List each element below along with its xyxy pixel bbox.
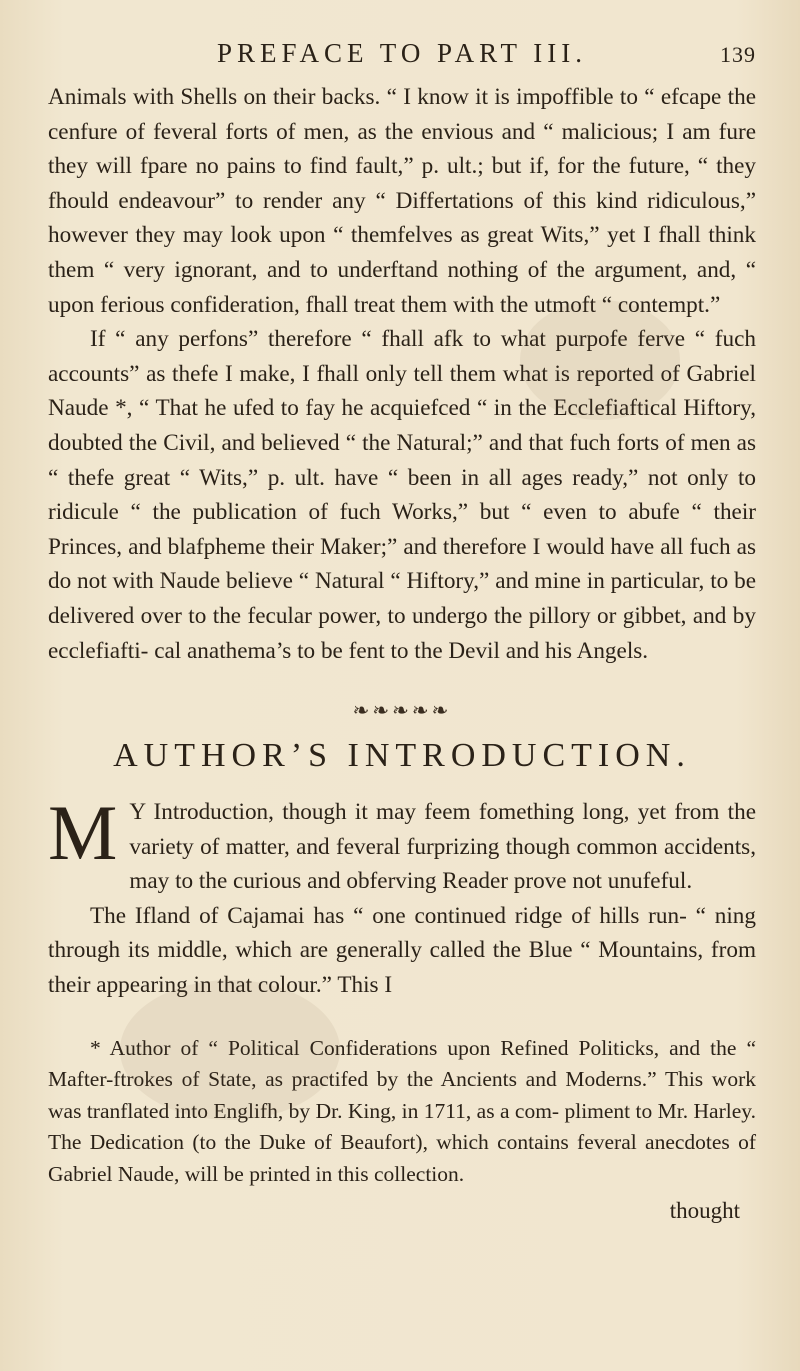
intro-paragraph-2: The Ifland of Cajamai has “ one continued ridge of hills run- “ ning through its middle, which are generally called the Blue “ Mountains, from their appearing in that colour.” This I — [48, 902, 756, 999]
preface-text — [48, 80, 756, 668]
catchword: thought — [669, 1198, 740, 1224]
preface-paragraph-1: Animals with Shells on their backs. “ I know it is impoffible to “ efcape the cenfure of feveral forts of men, as the envious and “ malicious; I am fure they will fpare no pains to find fault,” p. ult.; but if, for the future, “ they fhould endeavour” to render any “ Differtations of this kind ridiculous,” however they may look upon “ themfelves as great Wits,” yet I fhall think them “ very ignorant, and to underftand nothing of the argument, and, “ upon ferious confideration, fhall treat them with the utmoft “ contempt.” — [48, 84, 756, 318]
intro-paragraph-1-text: Y Introduction, though it may feem fomething long, yet from the variety of matter, and feveral furprizing though common accidents, may to the curious and obferving Reader prove not unufeful. — [129, 799, 756, 895]
running-head-title: PREFACE TO PART III. — [217, 38, 587, 68]
footnote: * Author of “ Political Confiderations upon Refined Politicks, and the “ Mafter-ftrokes of State, as practifed by the Ancients and Moderns.” This work was tranflated into Englifh, by Dr. King, in 1711, as a com- pliment to Mr. Harley. The Dedication (to the Duke of Beaufort), which contains feveral anecdotes of Gabriel Naude, will be printed in this collection. — [48, 1035, 756, 1186]
page-number: 139 — [720, 42, 756, 67]
section-heading: AUTHOR’S INTRODUCTION. — [113, 737, 691, 775]
introduction-text — [48, 789, 756, 1003]
intro-paragraph-1 — [48, 789, 756, 899]
section-ornament: ❧❧❧❧❧ — [352, 700, 452, 723]
preface-paragraph-2: If “ any perfons” therefore “ fhall afk to what purpofe ferve “ fuch accounts” as thefe I make, I fhall only tell them what is reported of Gabriel Naude *, “ That he ufed to fay he acquiefced “ in the Ecclefiaftical Hiftory, doubted the Civil, and believed “ the Natural;” and that fuch forts of men as “ thefe great “ Wits,” p. ult. have “ been in all ages ready,” not only to ridicule “ the publication of fuch Works,” but “ even to abufe “ their Princes, and blafpheme their Maker;” and therefore I would have all fuch as do not with Naude believe “ Natural “ Hiftory,” and mine in particular, to be delivered over to the fecular power, to undergo the pillory or gibbet, and by ecclefiafti- cal anathema’s to be fent to the Devil and his Angels. — [48, 326, 756, 664]
drop-cap: M — [48, 789, 118, 877]
running-head — [48, 38, 756, 78]
